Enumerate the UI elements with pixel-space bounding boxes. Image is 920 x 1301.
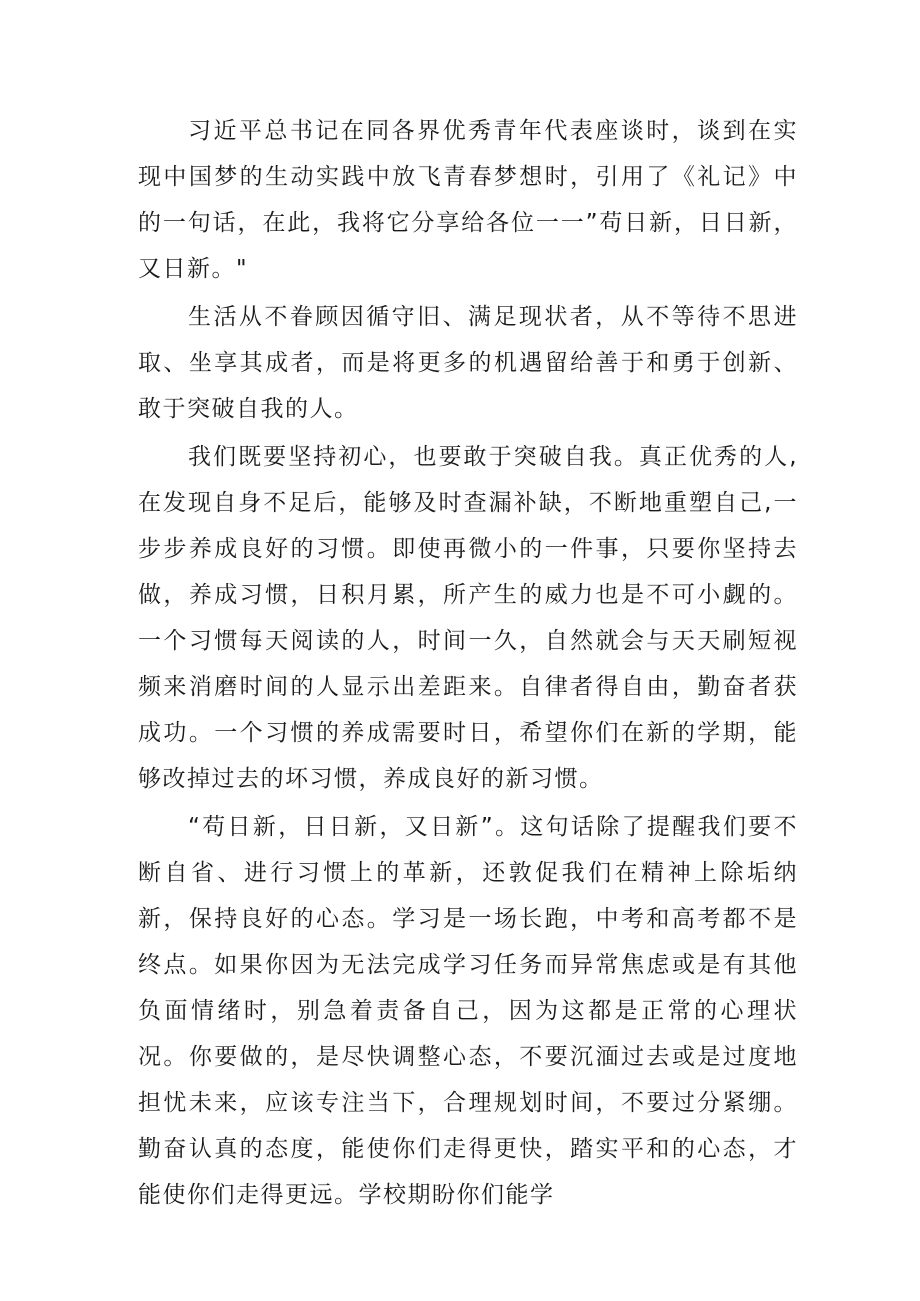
document-body	[138, 108, 798, 1220]
paragraph-4: “苟日新，日日新，又日新”。这句话除了提醒我们要不断自省、进行习惯上的革新，还敦促我们在精神上除垢纳新，保持良好的心态。学习是一场长跑，中考和高考都不是终点。如果你因为无法完成学习任务而异常焦虑或是有其他负面情绪时，别急着责备自己，因为这都是正常的心理状况。你要做的，是尽快调整心态，不要沉湎过去或是过度地担忧未来，应该专注当下，合理规划时间，不要过分紧绷。勤奋认真的态度，能使你们走得更快，踏实平和的心态，才能使你们走得更远。学校期盼你们能学	[138, 814, 798, 1208]
paragraph-3: 我们既要坚持初心，也要敢于突破自我。真正优秀的人,在发现自身不足后，能够及时查漏补缺，不断地重塑自己,一步步养成良好的习惯。即使再微小的一件事，只要你坚持去做，养成习惯，日积月累，所产生的威力也是不可小觑的。一个习惯每天阅读的人，时间一久，自然就会与天天刷短视频来消磨时间的人显示出差距来。自律者得自由，勤奋者获成功。一个习惯的养成需要时日，希望你们在新的学期，能够改掉过去的坏习惯，养成良好的新习惯。	[138, 444, 798, 792]
paragraph-1: 习近平总书记在同各界优秀青年代表座谈时，谈到在实现中国梦的生动实践中放飞青春梦想时，引用了《礼记》中的一句话，在此，我将它分享给各位一一”苟日新，日日新，又日新。"	[138, 118, 798, 282]
paragraph-2: 生活从不眷顾因循守旧、满足现状者，从不等待不思进取、坐享其成者，而是将更多的机遇留给善于和勇于创新、敢于突破自我的人。	[138, 304, 798, 422]
